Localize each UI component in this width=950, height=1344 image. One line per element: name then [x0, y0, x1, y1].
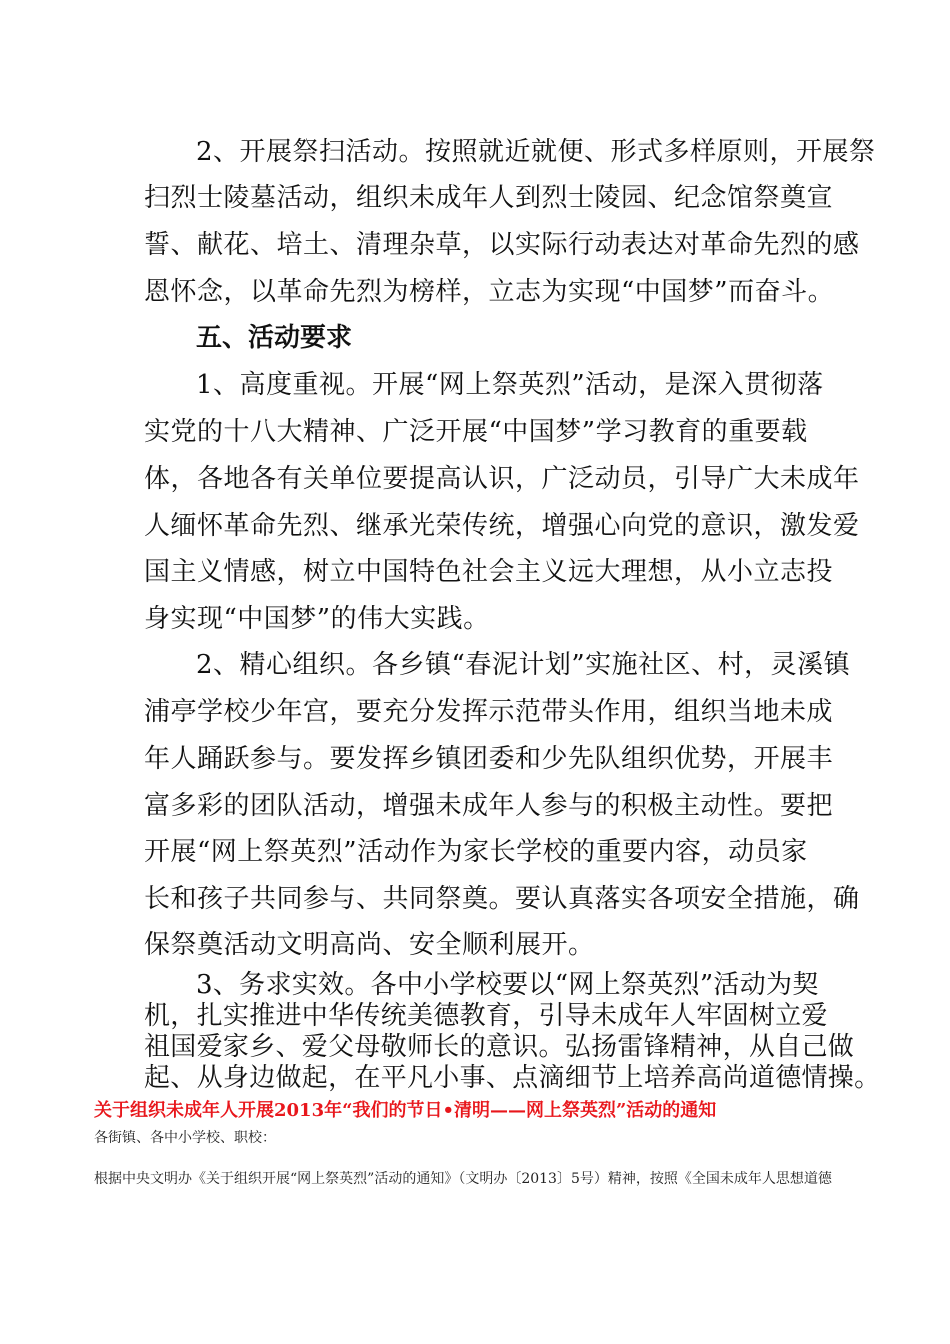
- notice-body-line: 根据中央文明办《关于组织开展“网上祭英烈”活动的通知》（文明办〔2013〕5号）精神，按照《全国未成年人思想道德: [94, 1171, 832, 1187]
- paragraph-line: 机，扎实推进中华传统美德教育，引导未成年人牢固树立爱: [144, 1001, 828, 1031]
- paragraph-line: 开展“网上祭英烈”活动作为家长学校的重要内容，动员家: [144, 837, 808, 867]
- paragraph-line: 2、精心组织。各乡镇“春泥计划”实施社区、村，灵溪镇: [196, 650, 851, 680]
- paragraph-line: 国主义情感，树立中国特色社会主义远大理想，从小立志投: [144, 557, 834, 587]
- paragraph-line: 起、从身边做起，在平凡小事、点滴细节上培养高尚道德情操。: [144, 1063, 881, 1093]
- paragraph-line: 扫烈士陵墓活动，组织未成年人到烈士陵园、纪念馆祭奠宣: [144, 183, 834, 213]
- section-heading: 五、活动要求: [196, 323, 353, 353]
- notice-recipients: 各街镇、各中小学校、职校：: [94, 1130, 276, 1146]
- paragraph-line: 长和孩子共同参与、共同祭奠。要认真落实各项安全措施，确: [144, 884, 860, 914]
- paragraph-line: 富多彩的团队活动，增强未成年人参与的积极主动性。要把: [144, 791, 834, 821]
- paragraph-line: 1、高度重视。开展“网上祭英烈”活动，是深入贯彻落: [196, 370, 824, 400]
- paragraph-line: 保祭奠活动文明高尚、安全顺利展开。: [144, 930, 595, 960]
- paragraph-line: 实党的十八大精神、广泛开展“中国梦”学习教育的重要载: [144, 417, 808, 447]
- paragraph-line: 祖国爱家乡、爱父母敬师长的意识。弘扬雷锋精神，从自己做: [144, 1032, 855, 1062]
- paragraph-line: 2、开展祭扫活动。按照就近就便、形式多样原则，开展祭: [196, 137, 876, 167]
- paragraph-line: 浦亭学校少年宫，要充分发挥示范带头作用，组织当地未成: [144, 697, 834, 727]
- paragraph-line: 恩怀念，以革命先烈为榜样，立志为实现“中国梦”而奋斗。: [144, 277, 835, 307]
- paragraph-line: 人缅怀革命先烈、继承光荣传统，增强心向党的意识，激发爱: [144, 511, 860, 541]
- notice-title: 关于组织未成年人开展2013年“我们的节日•清明——网上祭英烈”活动的通知: [94, 1100, 717, 1121]
- paragraph-line: 誓、献花、培土、清理杂草，以实际行动表达对革命先烈的感: [144, 230, 860, 260]
- paragraph-line: 年人踊跃参与。要发挥乡镇团委和少先队组织优势，开展丰: [144, 744, 834, 774]
- paragraph-line: 身实现“中国梦”的伟大实践。: [144, 604, 490, 634]
- paragraph-line: 体，各地各有关单位要提高认识，广泛动员，引导广大未成年: [144, 464, 860, 494]
- paragraph-line: 3、务求实效。各中小学校要以“网上祭英烈”活动为契: [196, 970, 819, 1000]
